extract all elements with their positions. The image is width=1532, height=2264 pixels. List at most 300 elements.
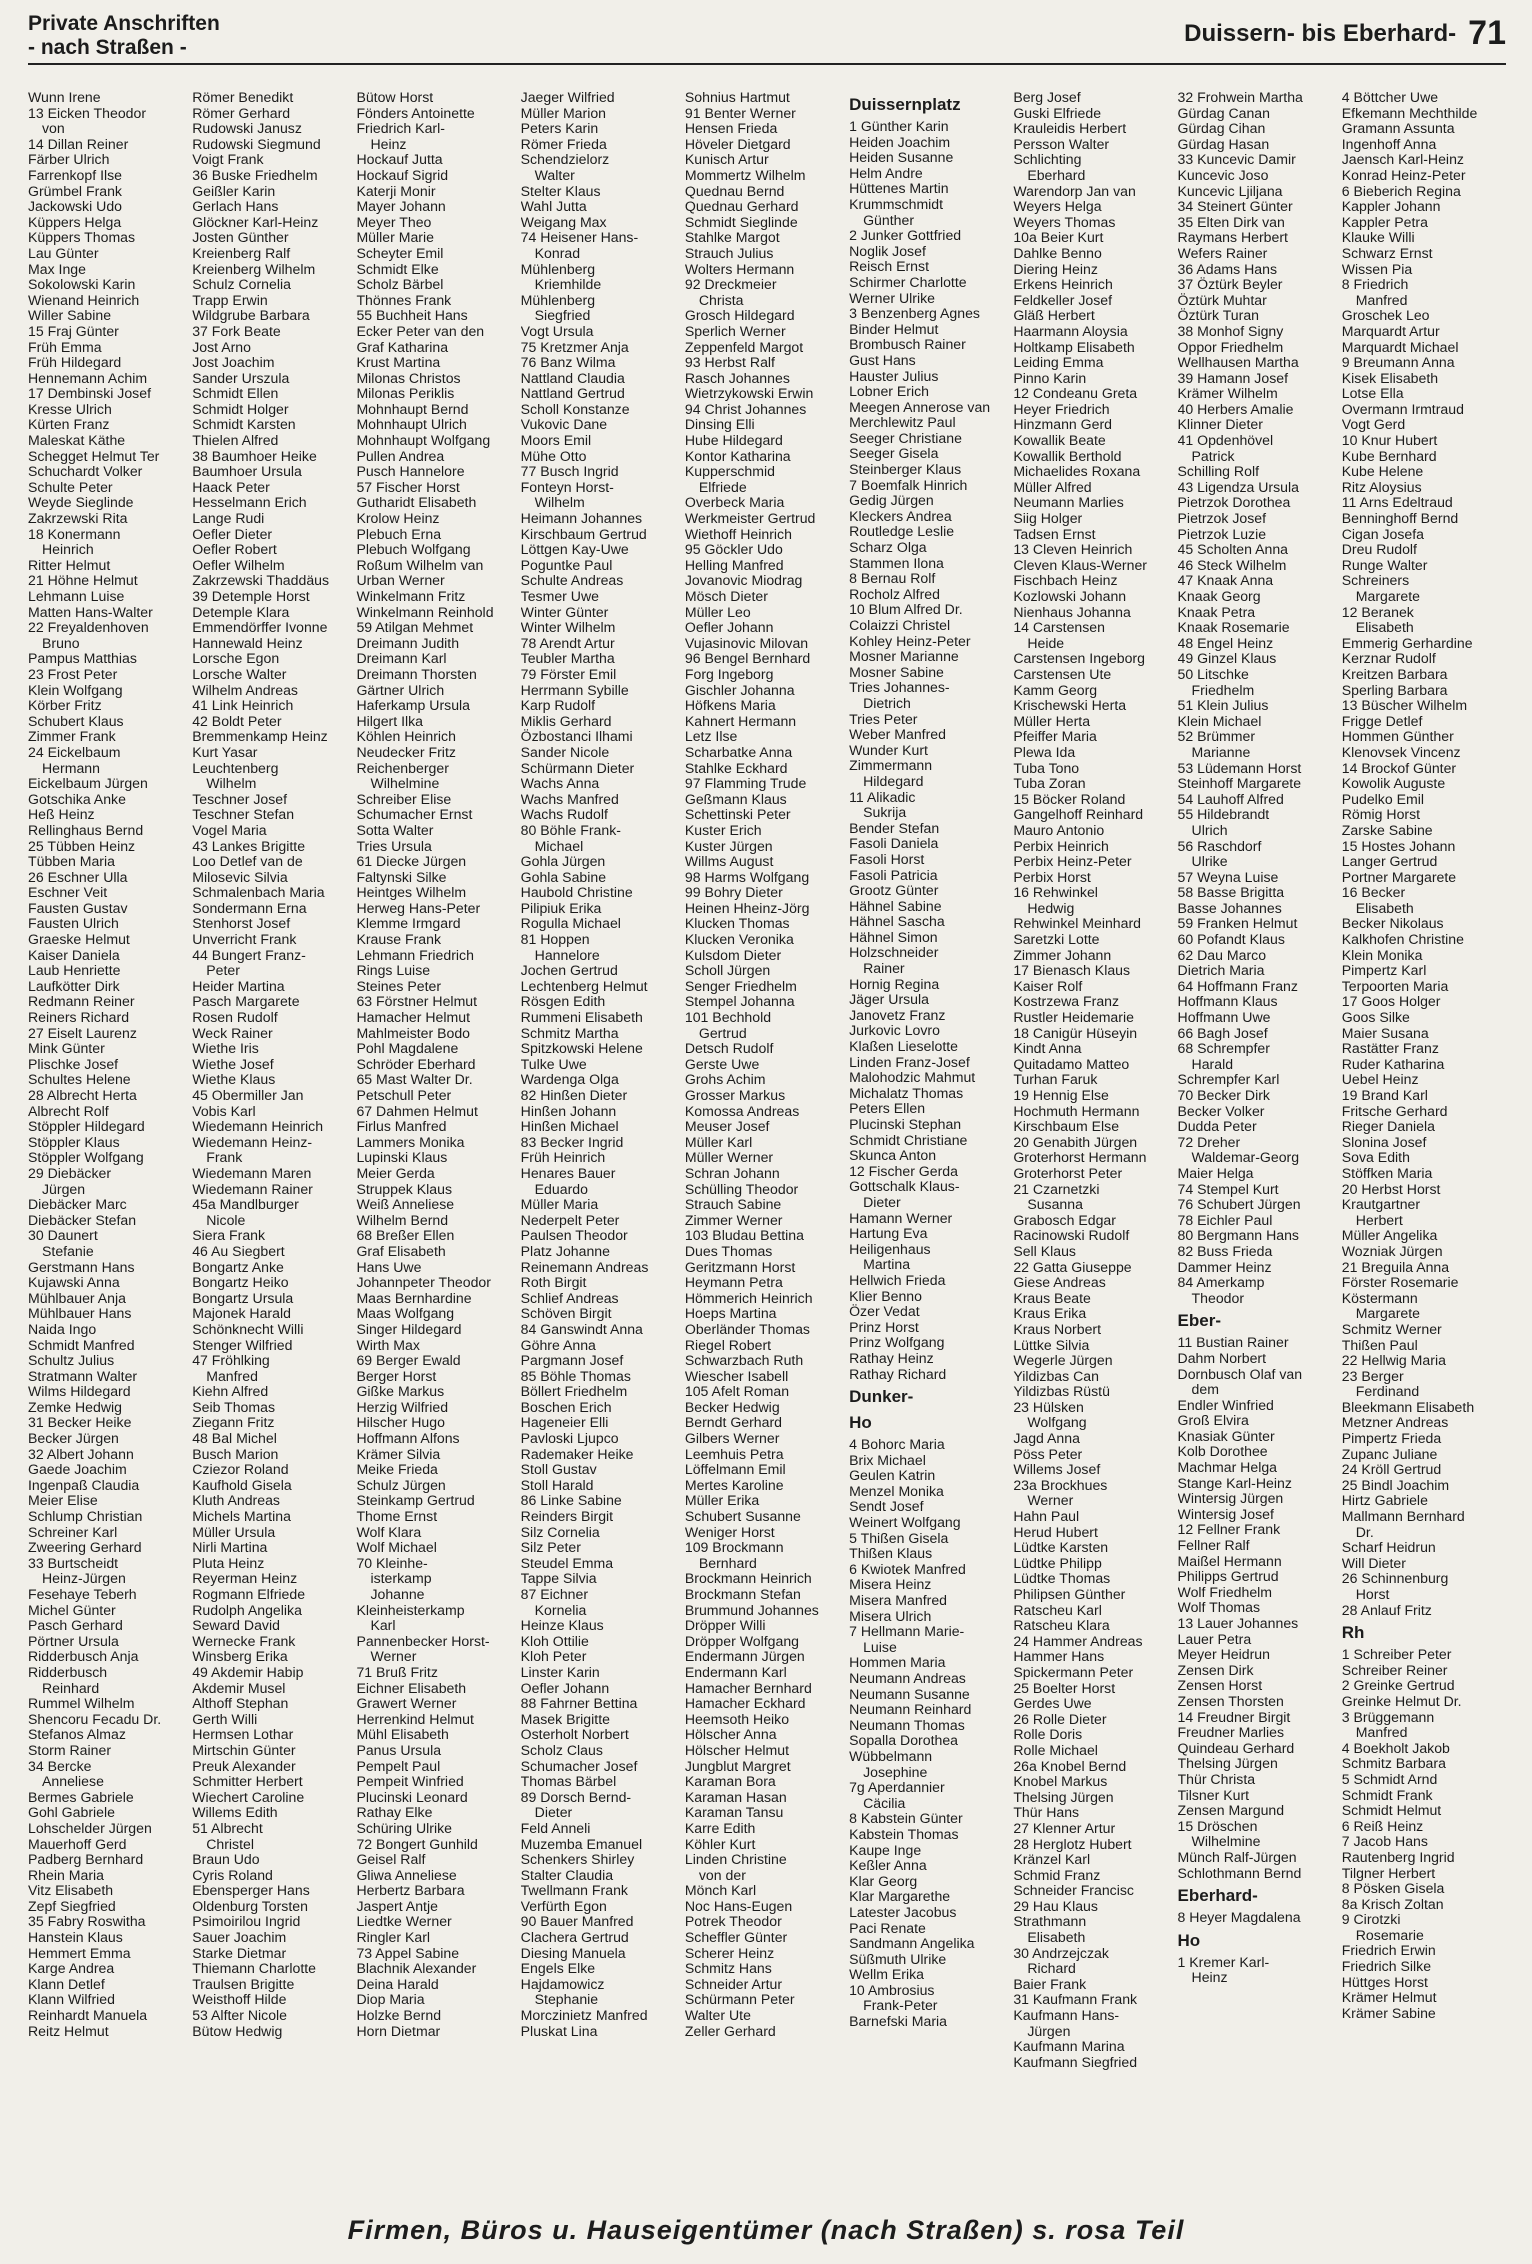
entry-continuation: Ulrich [1191,822,1228,838]
directory-entry: Seeger Gisela [849,446,939,462]
directory-entry: Haarmann Aloysia [1013,323,1128,339]
directory-entry: Winkelmann Fritz [356,589,466,604]
directory-entry: Neumann Thomas [849,1717,965,1733]
directory-entry: Dröpper Wolfgang [684,1633,799,1649]
entry-continuation: Patrick [1191,448,1235,464]
directory-entry: 70 Becker Dirk [1177,1088,1270,1103]
directory-entry: Rieger Daniela [1341,1119,1435,1135]
directory-entry: Gerth Willi [192,1711,258,1727]
directory-entry: Schulte Andreas [520,573,624,589]
directory-entry: Wegerle Jürgen [1013,1353,1113,1369]
directory-entry: Stahlke Margot [684,230,780,246]
directory-entry: Schmitz Werner [1341,1321,1442,1337]
entry-continuation: Jürgen [1027,2023,1071,2039]
directory-entry: 11 Arns Edeltraud [1341,495,1453,511]
directory-entry: Rathay Elke [356,1805,433,1821]
directory-entry: Kamm Georg [1013,682,1098,698]
directory-entry: Freudner Marlies [1177,1725,1285,1741]
directory-entry: Knasiak Günter [1177,1428,1275,1444]
directory-entry: Friedrich Erwin [1341,1943,1436,1959]
directory-entry: Plewa Ida [1013,744,1076,760]
directory-entry: 15 Fraj Günter [28,323,119,339]
directory-entry: 6 Kwiotek Manfred [849,1561,966,1577]
directory-entry: Bermes Gabriele [28,1789,134,1805]
directory-entry: Bender Stefan [849,820,940,836]
directory-entry: Klemme Irmgard [356,916,461,932]
directory-entry: 42 Boldt Peter [192,713,282,729]
street-heading: Ho [849,1413,872,1433]
directory-entry: Hammer Hans [1013,1649,1105,1665]
directory-entry: Löttgen Kay-Uwe [520,542,629,558]
directory-entry: Feldkeller Josef [1013,292,1113,308]
directory-entry: Neudecker Fritz [356,744,456,760]
directory-entry: Braun Udo [192,1852,260,1868]
entry-continuation: Waldemar-Georg [1191,1150,1300,1166]
directory-entry: 82 Hinßen Dieter [520,1088,628,1103]
entry-continuation: Heinz [370,136,407,152]
directory-entry: Lau Günter [28,245,99,261]
directory-entry: Bütow Hedwig [192,2023,283,2039]
directory-entry: Rösgen Edith [520,994,606,1010]
directory-entry: 2 Greinke Gertrud [1341,1678,1455,1694]
directory-entry: Latester Jacobus [849,1904,957,1920]
directory-entry: Diop Maria [356,1992,425,2008]
directory-entry: Schendzielorz [520,152,610,168]
directory-entry: Hüttenes Martin [849,181,949,197]
header-rule [28,63,1506,65]
directory-entry: Maißel Hermann [1177,1553,1282,1569]
entry-continuation: Cäcilia [863,1795,906,1811]
directory-entry: Siig Holger [1013,511,1083,527]
directory-entry: Potrek Theodor [684,1914,782,1930]
directory-entry: Gottschalk Klaus- [849,1179,960,1195]
directory-entry: Rellinghaus Bernd [28,822,144,838]
directory-entry: Scholl Konstanze [520,401,630,417]
entry-continuation: Christa [698,292,744,308]
directory-entry: Knobel Markus [1013,1774,1108,1790]
entry-continuation: Heinz-Jürgen [42,1571,126,1587]
directory-entry: 66 Bagh Josef [1177,1025,1268,1041]
directory-entry: 12 Fischer Gerda [849,1163,958,1179]
directory-entry: 85 Böhle Thomas [520,1368,631,1384]
directory-entry: Jost Joachim [192,355,275,371]
directory-entry: Heiden Susanne [849,150,954,166]
directory-entry: Öztürk Muhtar [1177,292,1267,308]
directory-entry: Kube Helene [1341,464,1424,480]
directory-entry: Groterhorst Hermann [1013,1150,1147,1166]
directory-entry: Haferkamp Ursula [356,698,471,714]
directory-entry: Neumann Andreas [849,1671,966,1686]
entry-continuation: Wilhelm [206,776,257,792]
entry-continuation: Wilhelm [534,495,585,511]
listing-column-9 [1342,90,1506,2190]
directory-entry: 4 Böttcher Uwe [1341,90,1439,105]
directory-entry: Hannewald Heinz [192,635,303,651]
directory-entry: Hilgert Ilka [356,713,424,729]
directory-entry: Merchlewitz Paul [849,415,956,431]
directory-entry: 72 Bongert Gunhild [356,1836,478,1852]
directory-entry: Schmidt Sieglinde [684,214,798,230]
directory-entry: 88 Fahrner Bettina [520,1696,638,1712]
directory-entry: Klar Georg [849,1873,918,1889]
directory-entry: Maleskat Käthe [28,433,126,449]
directory-entry: Schran Johann [684,1165,780,1181]
directory-entry: 37 Fork Beate [192,323,281,339]
directory-entry: Pluskat Lina [520,2023,598,2039]
directory-entry: Wozniak Jürgen [1341,1243,1443,1259]
directory-entry: Peters Karin [520,121,599,137]
directory-entry: Krolow Heinz [356,511,440,527]
directory-entry: Heymann Petra [684,1275,783,1291]
directory-entry: 28 Herglotz Hubert [1013,1836,1132,1852]
directory-entry: Reichenberger [356,760,449,776]
directory-entry: 57 Fischer Horst [356,479,460,495]
directory-entry: 40 Herbers Amalie [1177,401,1294,417]
directory-entry: Hüttges Horst [1341,1974,1428,1990]
directory-entry: 27 Klenner Artur [1013,1820,1116,1836]
directory-entry: Krautgartner [1341,1197,1421,1213]
directory-entry: Böllert Friedhelm [520,1384,628,1400]
directory-entry: Steudel Emma [520,1555,614,1571]
directory-entry: Mosner Sabine [849,664,944,680]
directory-entry: Spickermann Peter [1013,1664,1134,1680]
directory-entry: Schulz Jürgen [356,1477,446,1493]
directory-entry: Scharf Heidrun [1341,1540,1436,1556]
directory-entry: Kraus Erika [1013,1306,1087,1322]
directory-entry: Hamann Werner [849,1210,953,1226]
directory-entry: Milonas Periklis [356,386,455,402]
directory-entry: Hellwich Frieda [849,1272,946,1288]
directory-entry: Pietrzok Josef [1177,511,1267,527]
directory-entry: Scherer Heinz [684,1945,775,1961]
directory-entry: Barnefski Maria [849,2014,947,2030]
directory-entry: Prinz Horst [849,1319,919,1335]
street-range: Duissern- bis Eberhard- [1184,20,1457,47]
directory-entry: Neumann Reinhard [849,1702,972,1718]
directory-entry: Klucken Thomas [684,916,790,932]
directory-entry: Hamacher Helmut [356,1010,471,1026]
directory-entry: Jäger Ursula [849,992,929,1008]
directory-entry: Will Dieter [1341,1555,1406,1571]
directory-entry: Osterholt Norbert [520,1727,629,1743]
directory-entry: 46 Au Siegbert [192,1243,285,1259]
directory-entry: Slonina Josef [1341,1134,1427,1150]
directory-entry: Noc Hans-Eugen [684,1898,793,1914]
directory-entry: 31 Kaufmann Frank [1013,1992,1138,2008]
directory-entry: Kleinheisterkamp [356,1602,465,1618]
directory-entry: Steinberger Klaus [849,462,962,478]
directory-entry: Schönknecht Willi [192,1321,304,1337]
directory-entry: Geßmann Klaus [684,791,787,807]
directory-entry: Linden Christine [684,1852,787,1868]
entry-continuation: Ulrike [1191,854,1228,870]
directory-entry: Schüring Ulrike [356,1820,452,1836]
directory-entry: Lobner Erich [849,384,930,400]
entry-continuation: Hildegard [863,773,924,789]
directory-entry: Kränzel Karl [1013,1852,1091,1868]
directory-entry: Kappler Petra [1341,214,1428,230]
directory-entry: 9 Breumann Anna [1341,355,1455,371]
directory-entry: Fellner Ralf [1177,1538,1250,1554]
directory-entry: Berndt Gerhard [684,1415,783,1431]
directory-entry: Maas Bernhardine [356,1290,472,1306]
directory-entry: Pimpertz Karl [1341,963,1427,979]
directory-entry: Sendt Josef [849,1499,924,1515]
directory-entry: Wellhausen Martha [1177,355,1299,371]
directory-entry: Hube Hildegard [684,433,783,449]
directory-entry: Klinner Dieter [1177,417,1263,433]
directory-entry: Schülling Theodor [684,1181,799,1197]
directory-entry: Oefler Johann [520,1680,610,1696]
directory-entry: Özer Vedat [849,1304,920,1320]
directory-entry: Peters Ellen [849,1101,926,1117]
directory-entry: Hähnel Sabine [849,898,942,914]
page-number: 71 [1468,14,1506,52]
directory-entry: Schmitz Hans [684,1961,772,1977]
directory-entry: Schmitz Martha [520,1025,619,1041]
directory-entry: 29 Diebäcker [28,1165,112,1181]
directory-entry: Stöppler Wolfgang [28,1150,144,1166]
entry-continuation: Elisabeth [1355,900,1414,916]
directory-entry: Schmidt Holger [192,401,289,417]
directory-entry: Rasch Johannes [684,370,790,386]
directory-entry: Neumann Marlies [1013,495,1124,511]
directory-entry: Klier Benno [849,1288,922,1304]
directory-entry: 8a Krisch Zoltan [1341,1896,1444,1912]
directory-entry: Mohnhaupt Bernd [356,401,469,417]
directory-entry: Schmitz Barbara [1341,1756,1446,1772]
directory-entry: Fausten Gustav [28,900,128,916]
directory-entry: Jungblut Margret [684,1758,791,1774]
directory-entry: Kube Bernhard [1341,448,1437,464]
directory-entry: Graeske Helmut [28,932,130,948]
directory-entry: Hornig Regina [849,976,940,992]
directory-entry: 2 Junker Gottfried [849,228,962,244]
directory-entry: Quitadamo Matteo [1013,1056,1130,1072]
directory-entry: Meier Gerda [356,1165,435,1181]
directory-entry: Hirtz Gabriele [1341,1493,1428,1509]
directory-entry: Kurt Yasar [192,744,258,760]
directory-entry: Zimmermann [849,758,933,774]
directory-entry: Klar Margarethe [849,1889,951,1905]
directory-entry: Dreimann Karl [356,651,447,667]
directory-entry: 80 Bergmann Hans [1177,1228,1299,1244]
directory-entry: 74 Heisener Hans- [520,230,639,246]
directory-entry: Weigang Max [520,214,607,230]
directory-entry: 26a Knobel Bernd [1013,1758,1127,1774]
directory-entry: Mertes Karoline [684,1477,784,1493]
directory-entry: 54 Lauhoff Alfred [1177,791,1284,807]
directory-entry: Stenhorst Josef [192,916,291,932]
entry-continuation: von der [698,1867,746,1883]
directory-entry: Karre Edith [684,1820,756,1836]
directory-entry: Twellmann Frank [520,1883,628,1899]
directory-entry: Pasch Gerhard [28,1618,123,1634]
directory-entry: Kujawski Anna [28,1275,120,1291]
directory-entry: Traulsen Brigitte [192,1976,295,1992]
directory-entry: 35 Fabry Roswitha [28,1914,146,1930]
directory-entry: Kloh Peter [520,1649,587,1665]
directory-entry: 76 Banz Wilma [520,355,616,371]
directory-entry: Pannenbecker Horst- [356,1633,490,1649]
directory-entry: Mösch Dieter [684,589,768,604]
directory-entry: Colaizzi Christel [849,618,951,633]
entry-continuation: Anneliese [42,1774,104,1790]
listing-column-8 [1178,90,1342,2190]
directory-entry: Pietrzok Dorothea [1177,495,1291,511]
directory-entry: Jagd Anna [1013,1431,1080,1447]
directory-entry: Albrecht Rolf [28,1103,109,1119]
directory-entry: Linster Karin [520,1664,600,1680]
directory-entry: Weiß Anneliese [356,1197,455,1213]
directory-entry: Brummund Johannes [684,1602,819,1618]
directory-entry: Heimann Johannes [520,511,643,527]
directory-entry: Jaensch Karl-Heinz [1341,152,1464,168]
directory-entry: Berg Josef [1013,90,1081,105]
directory-entry: Dietrich Maria [1177,963,1265,979]
directory-entry: Reiners Richard [28,1010,130,1026]
listing-column-2 [192,90,356,2190]
directory-entry: Groterhorst Peter [1013,1165,1123,1181]
directory-entry: Strathmann [1013,1914,1087,1930]
directory-entry: Emmendörffer Ivonne [192,620,328,636]
directory-entry: Benninghoff Bernd [1341,511,1459,527]
directory-entry: Klein Michael [1177,713,1262,729]
directory-entry: Noglik Josef [849,243,926,259]
directory-entry: Schegget Helmut Ter [28,448,160,464]
directory-entry: Wachs Rudolf [520,807,608,823]
entry-continuation: Hedwig [1027,900,1075,916]
directory-entry: Thiemann Charlotte [192,1961,316,1977]
directory-entry: 18 Canigür Hüseyin [1013,1025,1138,1041]
directory-entry: Thome Ernst [356,1509,438,1525]
directory-entry: 49 Ginzel Klaus [1177,651,1277,667]
directory-entry: Emmerig Gerhardine [1341,635,1473,651]
directory-entry: Verfürth Egon [520,1898,607,1914]
directory-entry: Dreimann Judith [356,635,460,651]
directory-entry: Zupanc Juliane [1341,1446,1438,1462]
directory-entry: Körber Fritz [28,698,102,714]
directory-entry: Milosevic Silvia [192,869,288,885]
directory-entry: Herweg Hans-Peter [356,900,481,916]
directory-entry: Wiedemann Rainer [192,1181,313,1197]
directory-entry: Krämer Wilhelm [1177,386,1278,402]
directory-entry: Brombusch Rainer [849,337,966,353]
directory-entry: 11 Alikadic [849,789,916,805]
entry-continuation: Hermann [42,760,100,776]
directory-entry: Winter Günter [520,604,609,620]
directory-entry: Römer Gerhard [192,105,291,121]
directory-entry: Wolters Hermann [684,261,795,277]
directory-entry: Müller Angelika [1341,1228,1438,1244]
directory-entry: Gerlach Hans [192,199,279,215]
directory-entry: Eickelbaum Jürgen [28,776,148,792]
directory-entry: Riegel Robert [684,1337,772,1353]
directory-entry: Rudolph Angelika [192,1602,302,1618]
directory-entry: Zeller Gerhard [684,2023,776,2039]
entry-continuation: Susanna [1027,1197,1083,1213]
directory-entry: Früh Hildegard [28,355,122,371]
directory-entry: Willms August [684,854,774,870]
entry-continuation: Josephine [863,1764,928,1780]
directory-entry: Stöffken Maria [1341,1165,1433,1181]
directory-entry: Mauerhoff Gerd [28,1836,127,1852]
directory-entry: Miklis Gerhard [520,713,612,729]
directory-entry: 4 Boekholt Jakob [1341,1740,1450,1756]
directory-entry: Sell Klaus [1013,1243,1076,1259]
directory-entry: Scheyter Emil [356,245,444,261]
directory-entry: 31 Becker Heike [28,1415,132,1431]
directory-entry: Forg Ingeborg [684,666,774,682]
directory-entry: 38 Baumhoer Heike [192,448,317,464]
directory-entry: Stempel Johanna [684,994,795,1010]
directory-entry: Müller Alfred [1013,479,1092,495]
directory-entry: Hinßen Michael [520,1119,619,1135]
directory-entry: Bongartz Heiko [192,1275,289,1291]
directory-entry: Stenger Wilfried [192,1337,293,1353]
directory-entry: 84 Amerkamp [1177,1275,1265,1291]
directory-entry: Ingenhoff Anna [1341,136,1437,152]
directory-entry: Brockmann Stefan [684,1587,801,1602]
entry-continuation: Reinhard [42,1680,100,1696]
directory-entry: 13 Büscher Wilhelm [1341,698,1468,714]
directory-entry: Thomas Bärbel [520,1774,617,1790]
directory-entry: Muzemba Emanuel [520,1836,643,1852]
directory-entry: Wietrzykowski Erwin [684,386,814,402]
entry-continuation: Kriemhilde [534,277,602,293]
directory-entry: Routledge Leslie [849,524,955,540]
directory-entry: Geritzmann Horst [684,1259,796,1275]
directory-entry: 68 Breßer Ellen [356,1228,455,1244]
directory-entry: Wiethe Iris [192,1041,259,1057]
directory-entry: 9 Cirotzki [1341,1912,1401,1928]
directory-entry: Rolle Doris [1013,1727,1083,1743]
directory-entry: 23a Brockhues [1013,1477,1108,1493]
directory-entry: Horn Dietmar [356,2023,441,2039]
directory-entry: Kozlowski Johann [1013,589,1127,604]
directory-entry: Boschen Erich [520,1399,612,1415]
directory-entry: Oefler Wilhelm [192,557,285,573]
directory-entry: 24 Hammer Andreas [1013,1633,1143,1649]
directory-entry: Weinert Wolfgang [849,1515,961,1531]
directory-entry: 75 Kretzmer Anja [520,339,629,355]
directory-entry: Hensen Frieda [684,121,778,137]
directory-entry: Schürmann Dieter [520,760,635,776]
directory-entry: Overmann Irmtraud [1341,401,1464,417]
directory-entry: Plucinski Stephan [849,1117,962,1132]
directory-entry: Prinz Wolfgang [849,1335,945,1351]
directory-entry: Schmidt Manfred [28,1337,135,1353]
directory-entry: Holzke Bernd [356,2008,442,2024]
directory-entry: Schmidt Christiane [849,1132,968,1148]
directory-entry: 21 Höhne Helmut [28,573,138,589]
directory-entry: Pempeit Winfried [356,1774,464,1790]
directory-entry: Janovetz Franz [849,1007,946,1023]
directory-entry: Sokolowski Karin [28,277,136,293]
directory-entry: Reitz Helmut [28,2023,109,2039]
street-heading: Dunker- [849,1387,914,1407]
directory-entry: Diebäcker Stefan [28,1212,137,1228]
directory-entry: 63 Förstner Helmut [356,994,478,1010]
entry-continuation: Wolfgang [1027,1415,1087,1431]
directory-entry: Reinders Birgit [520,1509,614,1525]
directory-entry: Weisthoff Hilde [192,1992,287,2008]
directory-entry: Kowallik Berthold [1013,448,1122,464]
directory-entry: Mallmann Bernhard [1341,1509,1465,1525]
directory-entry: Ridderbusch [28,1664,108,1680]
directory-entry: Eichner Elisabeth [356,1680,467,1696]
directory-entry: Preuk Alexander [192,1758,296,1774]
